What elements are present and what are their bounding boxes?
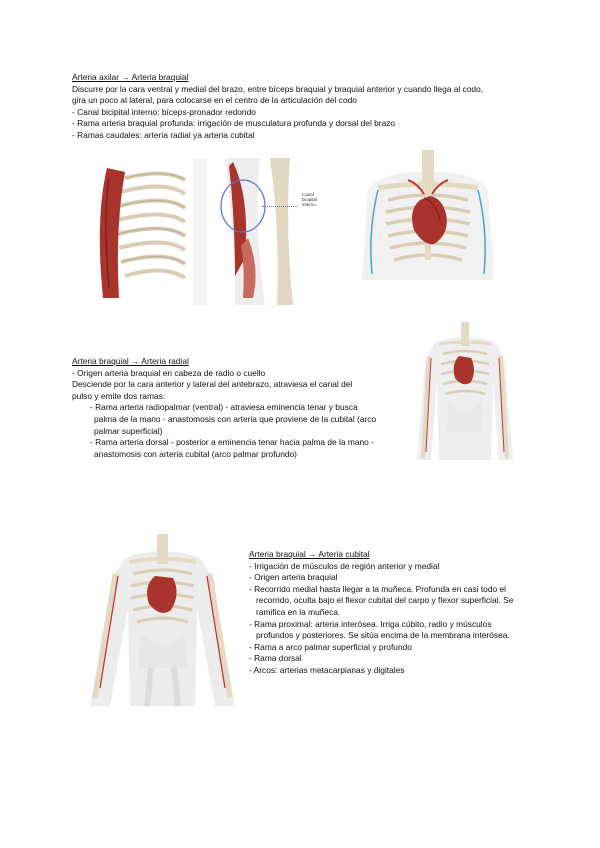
section-cubital — [249, 549, 529, 677]
text-line: gira un poco al lateral, para colocarse en el centro de la articulación del codo — [72, 95, 357, 106]
sub-item: - Rama arteria radiopalmar (ventral) - atraviesa eminencia tenar y busca palma de la mano - anastomosis con arteria que proviene de la cubital (arco palmar superficial) — [90, 402, 377, 436]
figure-upper-body — [405, 322, 525, 462]
list-item: - Irrigación de músculos de región anterior y medial — [249, 560, 440, 571]
list-item: - Rama a arco palmar superficial y profundo — [249, 641, 412, 652]
text-line: - Ramas caudales: arteria radial ya arteria cubital — [72, 129, 255, 140]
text-line: pulso y emite dos ramas: — [72, 390, 166, 401]
section-title: Arteria braquial → Arteria radial — [72, 356, 189, 366]
text-line: Desciende por la cara anterior y lateral del antebrazo, atraviesa el canal del — [72, 379, 353, 390]
section-radial — [72, 356, 382, 460]
figure-thorax-heart — [358, 150, 498, 280]
list-item: - Origen arteria braquial — [249, 572, 338, 583]
list-item: - Rama dorsal — [249, 653, 302, 664]
callout-dots — [262, 206, 298, 207]
sub-item: - Rama arteria dorsal - posterior a eminencia tenar hacia palma de la mano - anastomosis con arteria cubital (arco palmar profundo) — [90, 437, 374, 459]
section-title: Arteria braquial → Arteria cubital — [249, 549, 370, 559]
text-line: - Canal bicipital interno: bíceps-pronador redondo — [72, 106, 256, 117]
callout-line: Canal — [302, 192, 314, 197]
text-line: Discurre por la cara ventral y medial del brazo, entre bíceps braquial y braquial anterior y cuando llega al codo, — [72, 83, 484, 94]
list-item: - Rama proximal: arteria interósea. Irriga cúbito, radio y músculos profundos y posteriores. Se sitúa encima de la membrana interósea. — [249, 618, 510, 641]
section-title: Arteria axilar → Arteria braquial — [72, 72, 189, 82]
callout-label — [302, 192, 317, 207]
text-line: - Origen arteria braquial en cabeza de radio o cuello — [72, 367, 266, 378]
list-item: - Arcos: arterias metacarpianas y digitales — [249, 664, 405, 675]
callout-line: bicipital — [302, 197, 318, 202]
callout-line: interno — [302, 202, 316, 207]
section-axilar — [72, 72, 542, 142]
figure-thorax-lateral — [85, 158, 297, 305]
list-item: - Recorrido medial hasta llegar a la muñeca. Profunda en casi todo el recorrido, oculta bajo el flexor cubital del carpo y flexor superficial. Se ramifica en la muñeca. — [249, 583, 514, 617]
text-line: - Rama arteria braquial profunda: irrigación de musculatura profunda y dorsal del brazo — [72, 118, 396, 129]
figure-body-large — [85, 528, 240, 708]
